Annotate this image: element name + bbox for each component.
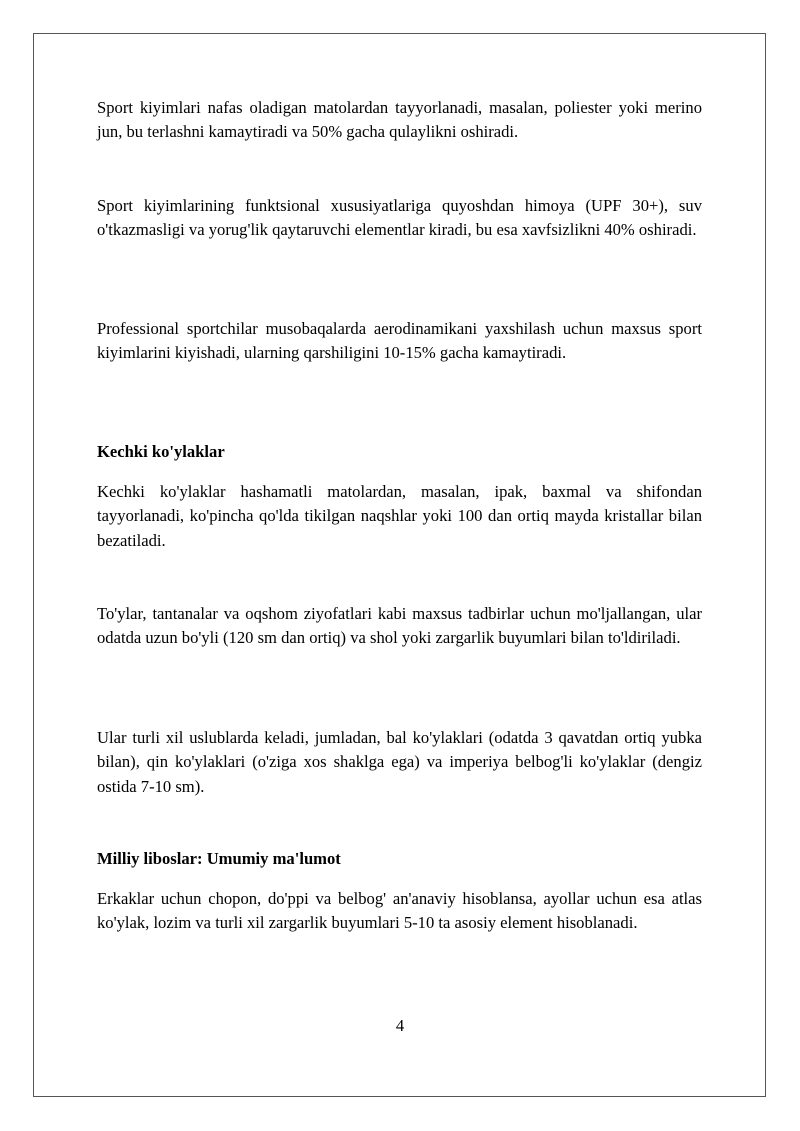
paragraph-sport-features: Sport kiyimlarining funktsional xususiyatlariga quyoshdan himoya (UPF 30+), suv o'tkazmasligi va yorug'lik qaytaruvchi elementlar kiradi, bu esa xavfsizlikni 40% oshiradi. (97, 196, 702, 240)
paragraph-sport-fabrics: Sport kiyimlari nafas oladigan matolardan tayyorlanadi, masalan, poliester yoki merino jun, bu terlashni kamaytiradi va 50% gacha qulaylikni oshiradi. (97, 98, 702, 142)
paragraph-evening-occasions: To'ylar, tantanalar va oqshom ziyofatlari kabi maxsus tadbirlar uchun mo'ljallangan, ular odatda uzun bo'yli (120 sm dan ortiq) va shol yoki zargarlik buyumlari bilan to'ldiriladi. (97, 604, 702, 648)
section-heading-national-costumes: Milliy liboslar: Umumiy ma'lumot (97, 849, 341, 868)
page-frame (33, 33, 766, 1097)
paragraph-evening-styles: Ular turli xil uslublarda keladi, jumladan, bal ko'ylaklari (odatda 3 qavatdan ortiq yubka bilan), qin ko'ylaklari (o'ziga xos shaklga ega) va imperiya belbog'li ko'ylaklar (dengiz ostida 7-10 sm). (97, 728, 702, 796)
paragraph-sport-professional: Professional sportchilar musobaqalarda aerodinamikani yaxshilash uchun maxsus sport kiyimlarini kiyishadi, ularning qarshiligini 10-15% gacha kamaytiradi. (97, 319, 702, 363)
page-number: 4 (395, 1016, 405, 1035)
paragraph-national-elements: Erkaklar uchun chopon, do'ppi va belbog' an'anaviy hisoblansa, ayollar uchun esa atlas ko'ylak, lozim va turli xil zargarlik buyumlari 5-10 ta asosiy element hisoblanadi. (97, 889, 702, 933)
section-heading-evening-dresses: Kechki ko'ylaklar (97, 442, 225, 461)
paragraph-evening-materials: Kechki ko'ylaklar hashamatli matolardan, masalan, ipak, baxmal va shifondan tayyorlanadi, ko'pincha qo'lda tikilgan naqshlar yoki 100 dan ortiq mayda kristallar bilan bezatiladi. (97, 482, 702, 550)
